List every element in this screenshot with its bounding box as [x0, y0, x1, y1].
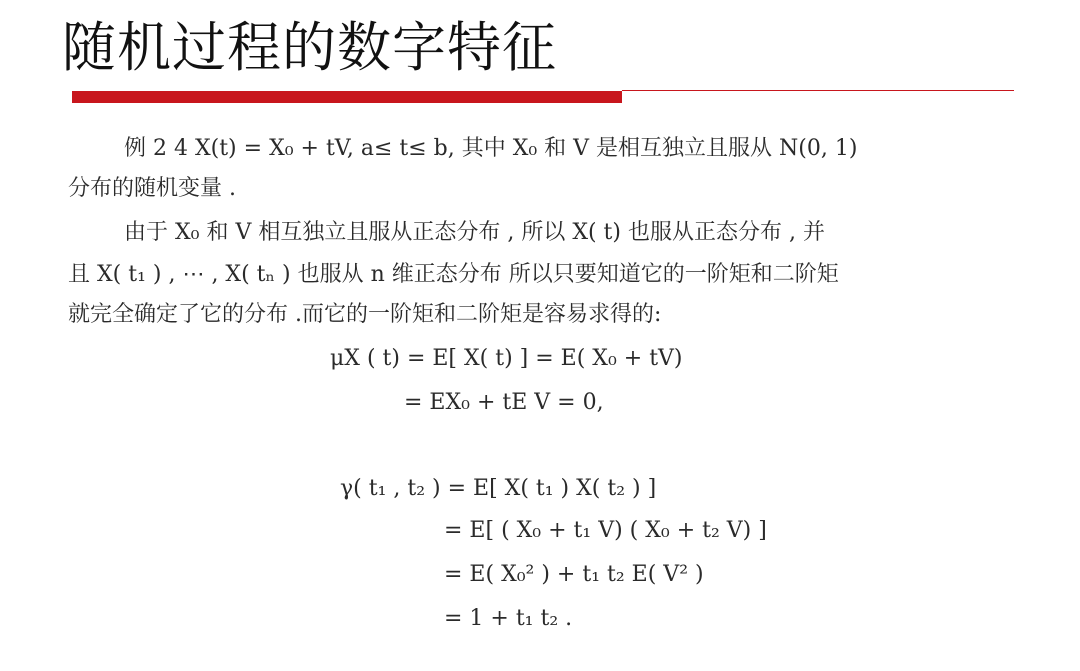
example-line-2: 分布的随机变量 . [68, 176, 236, 201]
covariance-formula-line-3: = E( X₀² ) + t₁ t₂ E( V² ) [444, 562, 704, 587]
body-line-3: 由于 X₀ 和 V 相互独立且服从正态分布 , 所以 X( t) 也服从正态分布 , 并 [124, 220, 825, 245]
mean-formula-line-1: μX ( t) = E[ X( t) ] = E( X₀ + tV) [330, 346, 683, 371]
example-line-1: 例 2 4 X(t) = X₀ + tV, a≤ t≤ b, 其中 X₀ 和 V 是相互独立且服从 N(0, 1) [124, 136, 858, 161]
covariance-formula-line-4: = 1 + t₁ t₂ . [444, 606, 573, 631]
slide-title: 随机过程的数字特征 [62, 16, 557, 79]
covariance-formula-line-1: γ( t₁ , t₂ ) = E[ X( t₁ ) X( t₂ ) ] [340, 476, 657, 501]
body-line-5: 就完全确定了它的分布 .而它的一阶矩和二阶矩是容易求得的: [68, 302, 662, 327]
title-underline [622, 90, 1014, 91]
title-accent-bar [72, 91, 622, 103]
mean-formula-line-2: = EX₀ + tE V = 0, [404, 390, 604, 415]
covariance-formula-line-2: = E[ ( X₀ + t₁ V) ( X₀ + t₂ V) ] [444, 518, 767, 543]
body-line-4: 且 X( t₁ ) , ⋯ , X( tₙ ) 也服从 n 维正态分布 所以只要知道它的一阶矩和二阶矩 [68, 262, 839, 287]
